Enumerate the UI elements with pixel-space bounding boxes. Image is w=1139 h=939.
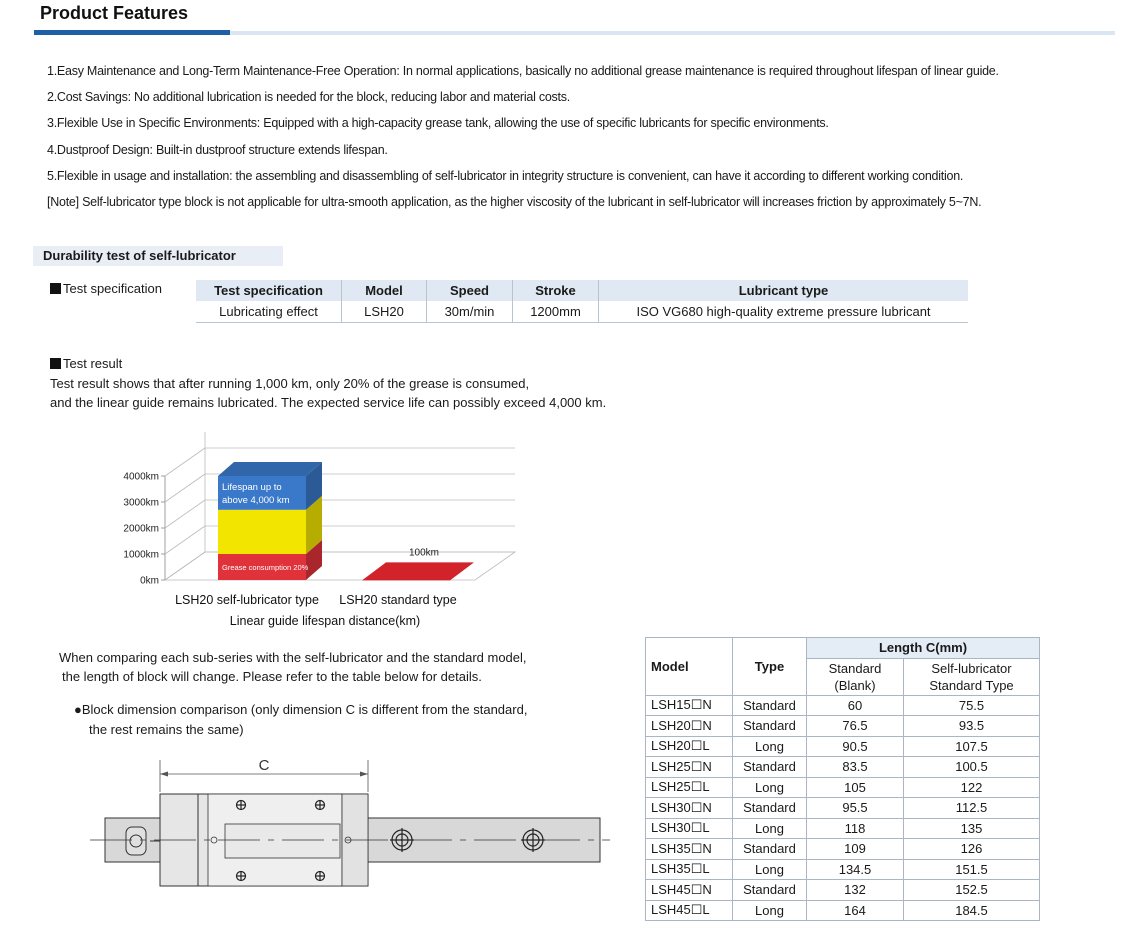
gridline-diagonal — [165, 448, 205, 476]
spec-header-cell: Stroke — [513, 280, 599, 301]
spec-cell: 1200mm — [513, 301, 599, 323]
table-row — [646, 798, 1040, 819]
self-lubricator-length-cell: 75.5 — [904, 695, 1040, 716]
header-self-lubricator: Self-lubricator Standard Type — [904, 658, 1040, 695]
lifespan-chart — [100, 420, 540, 635]
self-lubricator-length-cell: 135 — [904, 818, 1040, 839]
bar-segment-label: above 4,000 km — [222, 495, 290, 506]
comparison-bullet-line: the rest remains the same) — [89, 722, 244, 737]
dimension-table — [645, 637, 1040, 921]
self-lubricator-length-cell: 152.5 — [904, 880, 1040, 901]
y-tick-label: 3000km — [123, 497, 159, 509]
self-lubricator-length-cell: 93.5 — [904, 716, 1040, 737]
grease-nipple-icon — [126, 827, 146, 855]
model-cell: LSH25☐L — [646, 777, 733, 798]
type-cell: Long — [733, 777, 807, 798]
self-lubricator-length-cell: 100.5 — [904, 757, 1040, 778]
type-cell: Standard — [733, 880, 807, 901]
table-row — [646, 695, 1040, 716]
header-model: Model — [646, 638, 733, 696]
standard-length-cell: 118 — [807, 818, 904, 839]
gridline-diagonal — [165, 526, 205, 554]
gridline-diagonal — [165, 474, 205, 502]
feature-item: 4.Dustproof Design: Built-in dustproof structure extends lifespan. — [47, 142, 388, 157]
model-cell: LSH25☐N — [646, 757, 733, 778]
header-type: Type — [733, 638, 807, 696]
spec-header-cell: Model — [342, 280, 427, 301]
test-result-line: Test result shows that after running 1,000 km, only 20% of the grease is consumed, — [50, 375, 530, 391]
model-cell: LSH45☐L — [646, 900, 733, 921]
x-axis-title: Linear guide lifespan distance(km) — [229, 614, 421, 628]
standard-length-cell: 83.5 — [807, 757, 904, 778]
dimension-comparison-note — [74, 700, 527, 740]
comparison-line: the length of block will change. Please refer to the table below for details. — [62, 669, 482, 684]
standard-length-cell: 132 — [807, 880, 904, 901]
y-tick-label: 1000km — [123, 549, 159, 561]
spec-cell: LSH20 — [342, 301, 427, 323]
type-cell: Long — [733, 736, 807, 757]
spec-cell: ISO VG680 high-quality extreme pressure lubricant — [599, 301, 969, 323]
x-category-label: LSH20 self-lubricator type — [175, 593, 319, 607]
bar-segment — [218, 510, 306, 554]
standard-length-cell: 134.5 — [807, 859, 904, 880]
table-row — [646, 839, 1040, 860]
gridline-diagonal — [165, 552, 205, 580]
table-row — [646, 859, 1040, 880]
standard-length-cell: 95.5 — [807, 798, 904, 819]
square-bullet-icon — [50, 358, 61, 369]
durability-heading: Durability test of self-lubricator — [33, 246, 283, 266]
title-underline-rule — [230, 31, 1115, 35]
type-cell: Standard — [733, 695, 807, 716]
type-cell: Long — [733, 818, 807, 839]
standard-length-cell: 109 — [807, 839, 904, 860]
feature-list — [47, 58, 999, 215]
spec-cell: 30m/min — [427, 301, 513, 323]
header-standard: Standard (Blank) — [807, 658, 904, 695]
type-cell: Standard — [733, 839, 807, 860]
model-cell: LSH15☐N — [646, 695, 733, 716]
self-lubricator-length-cell: 112.5 — [904, 798, 1040, 819]
table-row — [646, 777, 1040, 798]
type-cell: Standard — [733, 716, 807, 737]
standard-length-cell: 164 — [807, 900, 904, 921]
page-title: Product Features — [40, 3, 189, 23]
y-tick-label: 4000km — [123, 471, 159, 483]
comparison-text — [59, 648, 527, 686]
model-cell: LSH35☐N — [646, 839, 733, 860]
comparison-bullet-line: ●Block dimension comparison (only dimension C is different from the standard, — [74, 702, 528, 717]
test-spec-table — [196, 280, 968, 323]
block-dimension-diagram — [90, 752, 610, 892]
standard-bar — [362, 562, 474, 580]
self-lubricator-length-cell: 151.5 — [904, 859, 1040, 880]
table-row — [646, 900, 1040, 921]
standard-length-cell: 76.5 — [807, 716, 904, 737]
feature-item: 3.Flexible Use in Specific Environments: Equipped with a high-capacity grease tank, allowing the use of specific lubricants for specific environments. — [47, 116, 829, 131]
self-lubricator-length-cell: 122 — [904, 777, 1040, 798]
title-underline-accent — [34, 30, 230, 35]
spec-cell: Lubricating effect — [196, 301, 342, 323]
comparison-line: When comparing each sub-series with the self-lubricator and the standard model, — [59, 650, 527, 665]
standard-bar-label: 100km — [408, 547, 440, 559]
feature-note: [Note] Self-lubricator type block is not applicable for ultra-smooth application, as the higher viscosity of the lubricant in self-lubricator will increases friction by approximately 5~7N. — [47, 195, 982, 210]
self-lubricator-length-cell: 107.5 — [904, 736, 1040, 757]
dimension-c-label: C — [258, 757, 270, 774]
table-row — [646, 880, 1040, 901]
spec-header-cell: Lubricant type — [599, 280, 969, 301]
self-lubricator-length-cell: 126 — [904, 839, 1040, 860]
bar-segment-label: Lifespan up to — [222, 482, 282, 493]
model-cell: LSH30☐N — [646, 798, 733, 819]
table-row — [646, 757, 1040, 778]
test-spec-label: Test specification — [50, 281, 162, 296]
standard-length-cell: 105 — [807, 777, 904, 798]
y-tick-label: 0km — [140, 575, 159, 587]
test-result — [50, 354, 606, 413]
bar-segment-label: Grease consumption 20% — [222, 563, 309, 572]
test-result-line: and the linear guide remains lubricated. The expected service life can possibly exceed 4,000 km. — [50, 395, 607, 410]
table-row — [646, 736, 1040, 757]
bar-top — [218, 462, 322, 476]
type-cell: Standard — [733, 757, 807, 778]
type-cell: Standard — [733, 798, 807, 819]
model-cell: LSH20☐L — [646, 736, 733, 757]
standard-length-cell: 90.5 — [807, 736, 904, 757]
chart-grid — [161, 432, 515, 580]
model-cell: LSH30☐L — [646, 818, 733, 839]
feature-item: 2.Cost Savings: No additional lubrication is needed for the block, reducing labor and material costs. — [47, 90, 570, 105]
table-row — [646, 716, 1040, 737]
x-category-label: LSH20 standard type — [339, 593, 457, 607]
test-result-label: Test result — [50, 354, 606, 374]
type-cell: Long — [733, 900, 807, 921]
spec-header-cell: Speed — [427, 280, 513, 301]
model-cell: LSH20☐N — [646, 716, 733, 737]
header-length: Length C(mm) — [807, 638, 1040, 659]
type-cell: Long — [733, 859, 807, 880]
feature-item: 1.Easy Maintenance and Long-Term Maintenance-Free Operation: In normal applications, basically no additional grease maintenance is required throughout lifespan of linear guide. — [47, 64, 999, 78]
feature-item: 5.Flexible in usage and installation: the assembling and disassembling of self-lubricator in integrity structure is convenient, can have it according to different working condition. — [47, 168, 964, 183]
y-tick-label: 2000km — [123, 523, 159, 535]
standard-length-cell: 60 — [807, 695, 904, 716]
self-lubricator-length-cell: 184.5 — [904, 900, 1040, 921]
model-cell: LSH45☐N — [646, 880, 733, 901]
model-cell: LSH35☐L — [646, 859, 733, 880]
square-bullet-icon — [50, 283, 61, 294]
table-row — [646, 818, 1040, 839]
spec-header-cell: Test specification — [196, 280, 342, 301]
gridline-diagonal — [165, 500, 205, 528]
